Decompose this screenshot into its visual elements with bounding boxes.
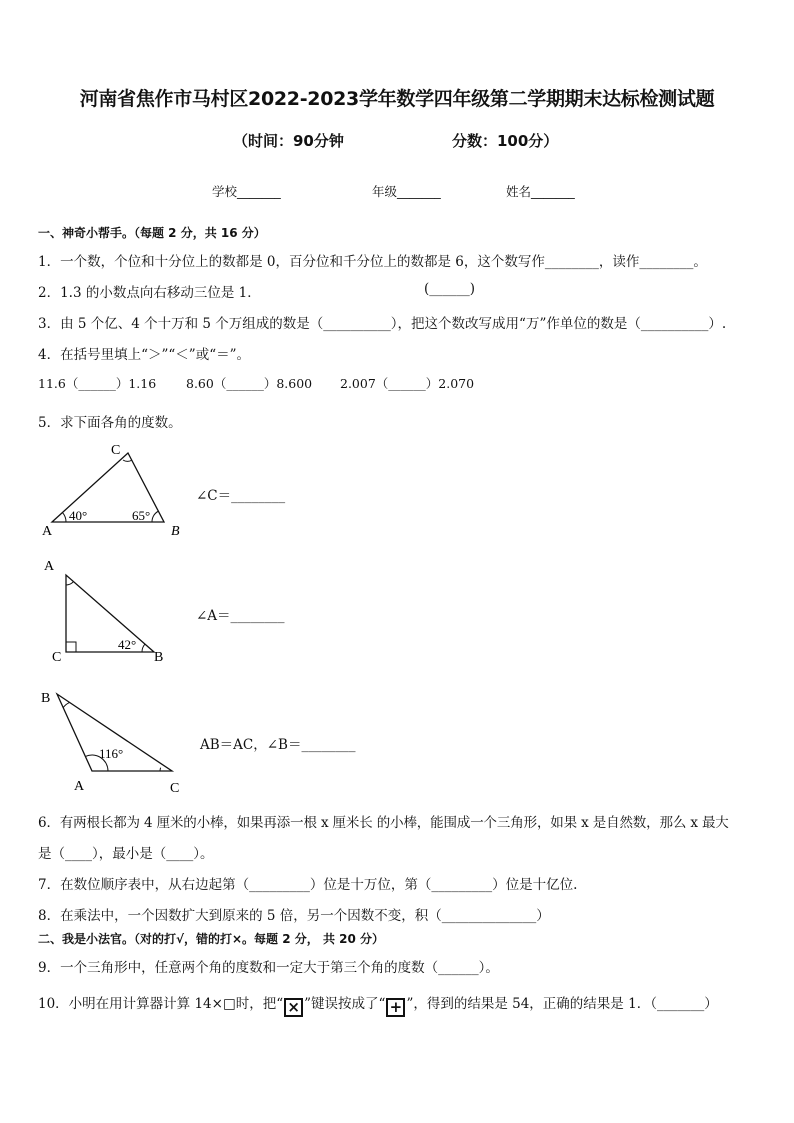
exam-score: 分数：100分）	[452, 132, 559, 150]
name-label: 姓名	[506, 184, 532, 199]
right-angle-mark	[66, 642, 76, 652]
angle-label: 40°	[69, 508, 88, 523]
angle-label: 65°	[132, 508, 151, 523]
angle-arc	[63, 513, 66, 522]
multiply-key-icon: ×	[284, 998, 303, 1017]
figure-1-answer: ∠C＝________	[196, 488, 286, 504]
question-10	[38, 992, 718, 1017]
question-3: 3．由 5 个亿、4 个十万和 5 个万组成的数是（__________），把这个数改写成用“万”作单位的数是（__________）.	[38, 316, 727, 332]
vertex-label-c: C	[111, 443, 121, 458]
school-label: 学校	[212, 184, 238, 199]
vertex-label-a: A	[44, 559, 55, 574]
question-4-item: 2.007（______）2.070	[340, 376, 475, 391]
vertex-label-b: B	[154, 650, 164, 665]
exam-time: （时间：90分钟	[233, 132, 344, 150]
section-1-heading: 一、神奇小帮手。（每题 2 分，共 16 分）	[38, 226, 266, 240]
vertex-label-b: B	[171, 524, 180, 539]
name-field	[506, 182, 575, 200]
question-6-line-2: 是（____），最小是（____）。	[38, 846, 214, 862]
question-7: 7．在数位顺序表中，从右边起第（_________）位是十万位，第（_________）位是十亿位.	[38, 877, 578, 893]
question-4: 4．在括号里填上“＞”“＜”或“＝”。	[38, 347, 250, 363]
question-2-blank: (______)	[424, 281, 476, 297]
vertex-label-c: C	[170, 781, 180, 796]
section-2-heading: 二、我是小法官。（对的打√，错的打×。每题 2 分， 共 20 分）	[38, 932, 384, 946]
grade-field	[372, 182, 441, 200]
question-5: 5．求下面各角的度数。	[38, 415, 182, 431]
school-field	[212, 182, 281, 200]
triangle-figure-2	[36, 555, 186, 667]
plus-key-icon: +	[386, 998, 405, 1017]
grade-blank: _______	[397, 184, 441, 199]
question-4-item: 8.60（______）8.600	[186, 376, 313, 391]
figure-2-answer: ∠A＝________	[196, 608, 285, 624]
question-1: 1．一个数，个位和十分位上的数都是 0，百分位和千分位上的数都是 6，这个数写作________，读作________。	[38, 254, 707, 270]
angle-label: 42°	[118, 637, 137, 652]
question-10-text: 10．小明在用计算器计算 14×□时，把“	[38, 996, 284, 1012]
angle-label: 116°	[99, 746, 124, 761]
name-blank: _______	[531, 184, 575, 199]
angle-arc	[63, 703, 69, 708]
question-9: 9．一个三角形中，任意两个角的度数和一定大于第三个角的度数（______）。	[38, 960, 499, 976]
question-2: 2．1.3 的小数点向右移动三位是 1．	[38, 285, 261, 301]
vertex-label-b: B	[41, 691, 51, 706]
angle-arc	[123, 460, 132, 461]
question-6-line-1: 6．有两根长都为 4 厘米的小棒，如果再添一根 x 厘米长 的小棒，能围成一个三角形，如果 x 是自然数，那么 x 最大	[38, 815, 729, 831]
vertex-label-a: A	[42, 524, 53, 539]
page-title: 河南省焦作市马村区2022-2023学年数学四年级第二学期期末达标检测试题	[79, 88, 715, 110]
figure-3-answer: AB＝AC，∠B＝________	[200, 737, 356, 753]
angle-arc	[160, 768, 161, 771]
school-blank: _______	[237, 184, 281, 199]
angle-arc	[142, 644, 145, 652]
triangle-figure-1	[36, 438, 196, 543]
question-10-text: ”键误按成了“	[304, 996, 386, 1012]
angle-arc	[152, 511, 159, 522]
vertex-label-c: C	[52, 650, 62, 665]
question-8: 8．在乘法中，一个因数扩大到原来的 5 倍，另一个因数不变，积（______________）	[38, 908, 550, 924]
triangle-shape	[66, 575, 154, 652]
question-4-item: 11.6（______）1.16	[38, 376, 157, 391]
question-10-text: ”，得到的结果是 54，正确的结果是 1．（_______）	[406, 996, 718, 1012]
angle-arc	[66, 582, 73, 585]
vertex-label-a: A	[74, 779, 85, 794]
grade-label: 年级	[372, 184, 398, 199]
triangle-figure-3	[36, 682, 196, 800]
